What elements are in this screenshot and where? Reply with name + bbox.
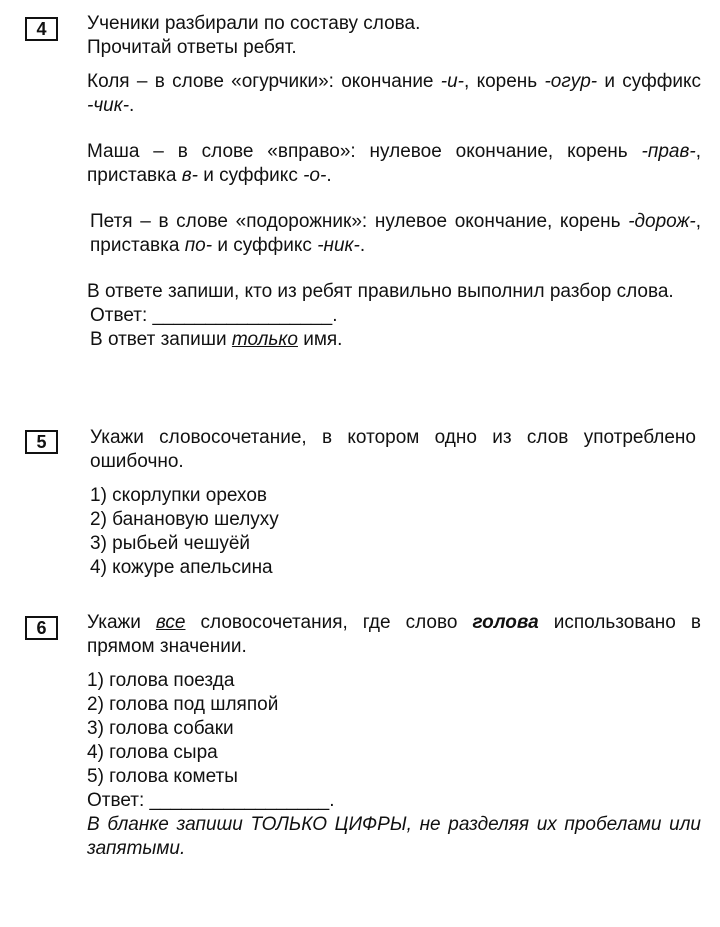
task-5-content [90, 426, 696, 580]
option-item: 4) голова сыра [87, 742, 218, 763]
task-4-instruction: В ответе запиши, кто из ребят правильно выполнил разбор слова. [87, 281, 674, 302]
task-4-content [87, 12, 701, 352]
task-5-options [90, 484, 696, 580]
task-number-6: 6 [25, 616, 58, 640]
task-6-answer-field[interactable]: Ответ: _________________. [87, 790, 335, 811]
option-item: 2) голова под шляпой [87, 694, 279, 715]
option-item: 3) голова собаки [87, 718, 234, 739]
task-4-answer-field[interactable]: Ответ: _________________. [90, 305, 338, 326]
petya-answer: Петя – в слове «подорожник»: нулевое окончание, корень -дорож-, приставка по- и суффикс -ник-. [90, 211, 701, 256]
option-item: 1) голова поезда [87, 670, 235, 691]
option-item: 5) голова кометы [87, 766, 238, 787]
task-4-note: В ответ запиши только имя. [90, 329, 343, 350]
option-item: 1) скорлупки орехов [90, 485, 267, 506]
task-5-question: Укажи словосочетание, в котором одно из слов употреблено ошибочно. [90, 427, 696, 472]
kolya-answer: Коля – в слове «огурчики»: окончание -и-, корень -огур- и суффикс -чик-. [87, 71, 701, 116]
masha-answer: Маша – в слове «вправо»: нулевое окончание, корень -прав-, приставка в- и суффикс -о-. [87, 141, 701, 186]
task-6-options [87, 669, 701, 789]
task-number-5: 5 [25, 430, 58, 454]
task-4-intro-line-2: Прочитай ответы ребят. [87, 37, 297, 58]
task-6-question: Укажи все словосочетания, где слово голова использовано в прямом значении. [87, 612, 701, 657]
option-item: 4) кожуре апельсина [90, 557, 273, 578]
task-6-note: В бланке запиши ТОЛЬКО ЦИФРЫ, не разделяя их пробелами или запятыми. [87, 814, 701, 859]
option-item: 3) рыбьей чешуёй [90, 533, 251, 554]
task-4-intro-line-1: Ученики разбирали по составу слова. [87, 13, 421, 34]
task-6-content [87, 611, 701, 861]
task-number-4: 4 [25, 17, 58, 41]
option-item: 2) банановую шелуху [90, 509, 279, 530]
